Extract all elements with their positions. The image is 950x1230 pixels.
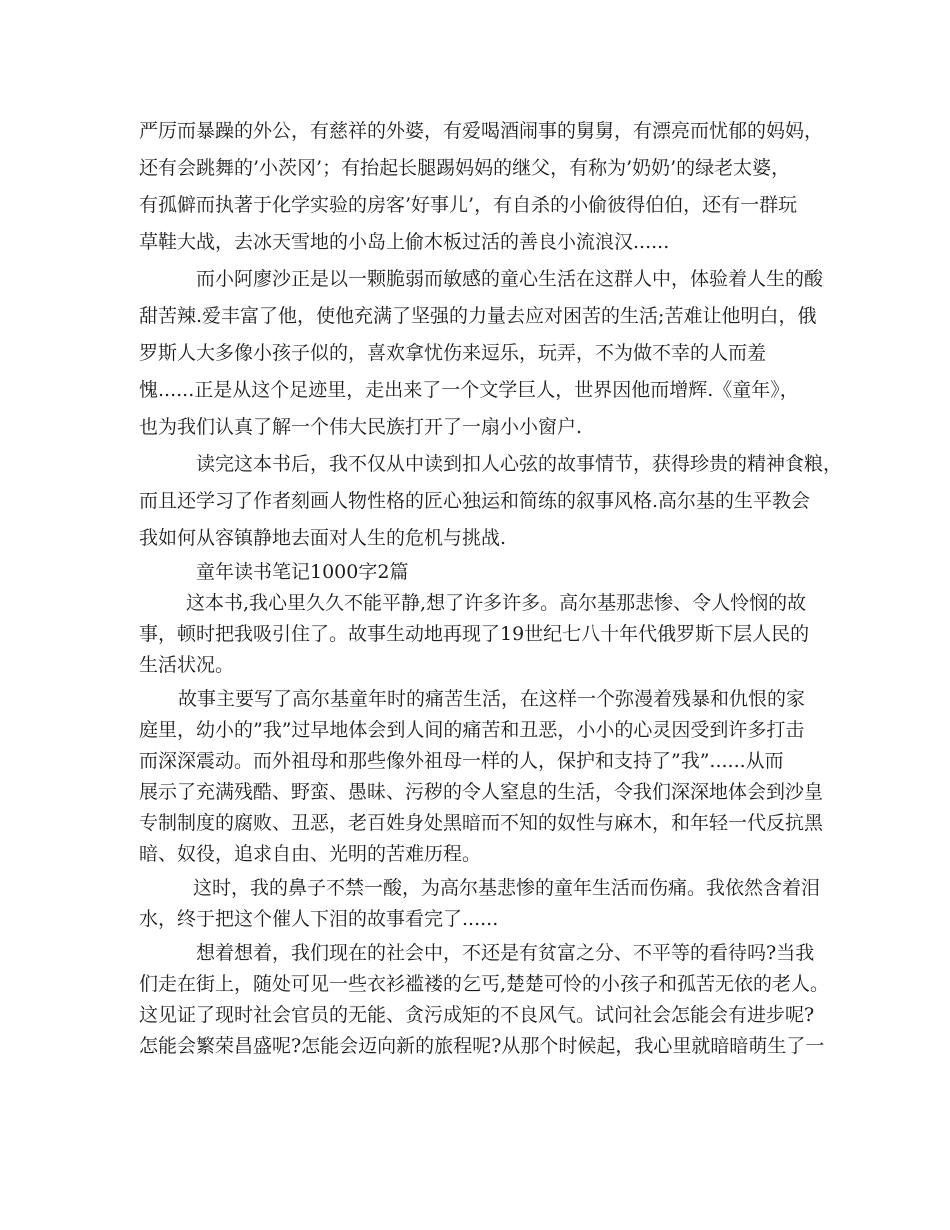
text-line: 我如何从容镇静地去面对人生的危机与挑战. — [139, 527, 507, 549]
text-line: 严厉而暴躁的外公，有慈祥的外婆，有爱喝酒闹事的舅舅，有漂亮而忧郁的妈妈， — [139, 120, 824, 142]
text-line: 庭里，幼小的”我”过早地体会到人间的痛苦和丑恶，小小的心灵因受到许多打击 — [139, 719, 805, 741]
text-line: 事，顿时把我吸引住了。故事生动地再现了19世纪七八十年代俄罗斯下层人民的 — [139, 623, 810, 645]
text-line: 故事主要写了高尔基童年时的痛苦生活，在这样一个弥漫着残暴和仇恨的家 — [178, 688, 806, 710]
text-line: 专制制度的腐败、丑恶，老百姓身处黑暗而不知的奴性与麻木，和年轻一代反抗黑 — [139, 812, 824, 834]
text-line: 还有会跳舞的’小茨冈’；有抬起长腿踢妈妈的继父，有称为’奶奶’的绿老太婆， — [139, 157, 791, 179]
text-line: 这见证了现时社会官员的无能、贪污成矩的不良风气。试问社会怎能会有进步呢? — [139, 1004, 815, 1026]
text-line: 这本书,我心里久久不能平静,想了许多许多。高尔基那悲惨、令人怜悯的故 — [186, 592, 807, 614]
text-line: 草鞋大战，去冰天雪地的小岛上偷木板过活的善良小流浪汉...... — [139, 231, 670, 253]
text-line: 这时，我的鼻子不禁一酸，为高尔基悲惨的童年生活而伤痛。我依然含着泪 — [193, 877, 821, 899]
text-line: 展示了充满残酷、野蛮、愚昧、污秽的令人窒息的生活，令我们深深地体会到沙皇 — [139, 781, 824, 803]
text-line: 愧......正是从这个足迹里，走出来了一个文学巨人，世界因他而增辉.《童年》， — [139, 379, 799, 401]
text-line: 而深深震动。而外祖母和那些像外祖母一样的人，保护和支持了”我”......从而 — [139, 750, 784, 772]
section-heading: 童年读书笔记1000字2篇 — [196, 561, 409, 583]
text-line: 甜苦辣.爱丰富了他，使他充满了坚强的力量去应对困苦的生活;苦难让他明白，俄 — [139, 305, 817, 327]
text-line: 读完这本书后，我不仅从中读到扣人心弦的故事情节，获得珍贵的精神食粮， — [196, 453, 843, 475]
text-line: 水，终于把这个催人下泪的故事看完了...... — [139, 908, 499, 930]
text-line: 生活状况。 — [139, 654, 235, 676]
text-line: 罗斯人大多像小孩子似的，喜欢拿忧伤来逗乐，玩弄，不为做不幸的人而羞 — [139, 342, 767, 364]
text-line: 而小阿廖沙正是以一颗脆弱而敏感的童心生活在这群人中，体验着人生的酸 — [196, 268, 824, 290]
text-line: 怎能会繁荣昌盛呢?怎能会迈向新的旅程呢?从那个时候起，我心里就暗暗萌生了一 — [139, 1035, 825, 1057]
text-line: 们走在街上，随处可见一些衣衫褴褛的乞丐,楚楚可怜的小孩子和孤苦无依的老人。 — [139, 973, 830, 995]
text-line: 而且还学习了作者刻画人物性格的匠心独运和简练的叙事风格.高尔基的生平教会 — [139, 490, 811, 512]
text-line: 想着想着，我们现在的社会中，不还是有贫富之分、不平等的看待吗?当我 — [196, 942, 815, 964]
text-line: 也为我们认真了解一个伟大民族打开了一扇小小窗户. — [139, 416, 583, 438]
text-line: 暗、奴役，追求自由、光明的苦难历程。 — [139, 843, 482, 865]
text-line: 有孤僻而执著于化学实验的房客’好事儿’，有自杀的小偷彼得伯伯，还有一群玩 — [139, 194, 798, 216]
